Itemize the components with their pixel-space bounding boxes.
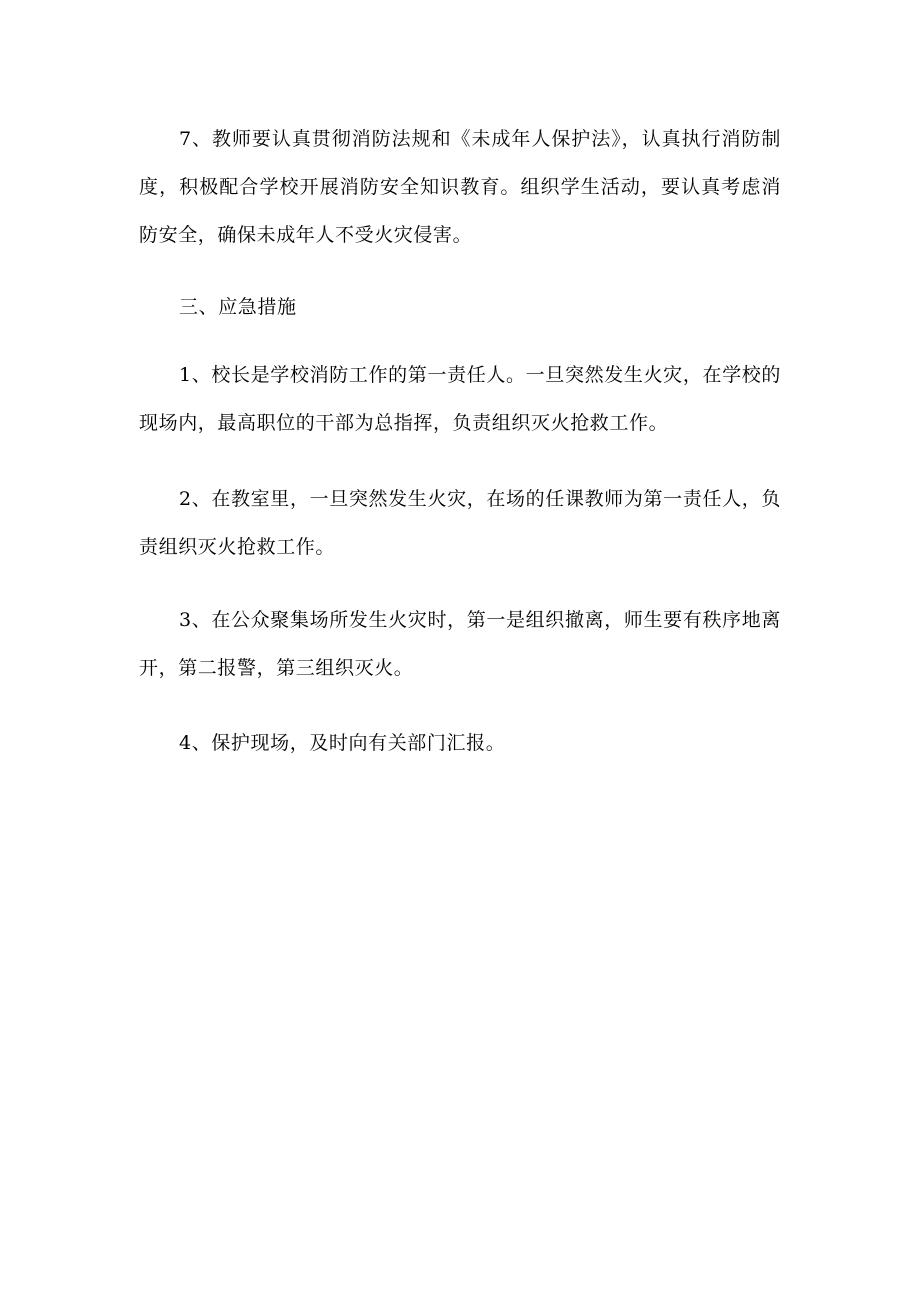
paragraph-item-4: 4、保护现场，及时向有关部门汇报。 (179, 732, 506, 754)
paragraph-item-2: 2、在教室里，一旦突然发生火灾，在场的任课教师为第一责任人，负责组织灭火抢救工作。 (139, 488, 781, 558)
paragraph-item-7: 7、教师要认真贯彻消防法规和《未成年人保护法》，认真执行消防制度，积极配合学校开展消防安全知识教育。组织学生活动，要认真考虑消防安全，确保未成年人不受火灾侵害。 (139, 128, 781, 246)
section-heading-emergency-measures: 三、应急措施 (179, 296, 297, 318)
paragraph-item-3: 3、在公众聚集场所发生火灾时，第一是组织撤离，师生要有秩序地离开，第二报警，第三组织灭火。 (139, 609, 781, 679)
paragraph-item-1: 1、校长是学校消防工作的第一责任人。一旦突然发生火灾，在学校的现场内，最高职位的干部为总指挥，负责组织灭火抢救工作。 (139, 364, 781, 434)
